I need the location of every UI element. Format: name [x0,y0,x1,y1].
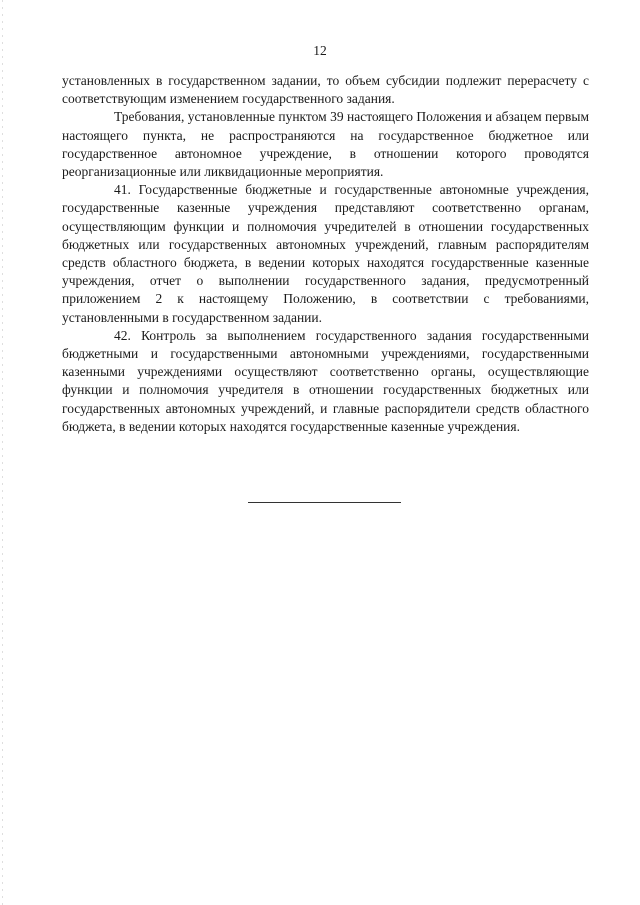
end-of-document-rule [248,502,401,503]
paragraph-42: 42. Контроль за выполнением государственного задания государственными бюджетными и государственными автономными учреждениями, государственными казенными учреждениями осуществляют соответственно органы, осуществляющие функции и полномочия учредителя в отношении государственных бюджетных или государственных автономных учреждений, и главные распорядители средств областного бюджета, в ведении которых находятся государственные казенные учреждения. [62,327,589,434]
paragraph-requirements: Требования, установленные пунктом 39 настоящего Положения и абзацем первым настоящего пункта, не распространяются на государственное бюджетное или государственное автономное учреждение, в отношении которого проводятся реорганизационные или ликвидационные мероприятия. [62,109,589,180]
paragraph-41: 41. Государственные бюджетные и государственные автономные учреждения, государственные казенные учреждения представляют соответственно органам, осуществляющим функции и полномочия учредителей в отношении государственных бюджетных или государственных автономных учреждений, главным распорядителям средств областного бюджета, в ведении которых находятся государственные казенные учреждения, отчет о выполнении государственного задания, предусмотренный приложением 2 к настоящему Положению, в соответствии с требованиями, установленными в государственном задании. [62,182,589,325]
page-number: 12 [313,43,327,58]
paragraph-continuation: установленных в государственном задании, то объем субсидии подлежит перерасчету с соответствующим изменением государственного задания. [62,73,589,107]
document-body [62,72,589,436]
scan-edge-artifact [2,0,3,905]
